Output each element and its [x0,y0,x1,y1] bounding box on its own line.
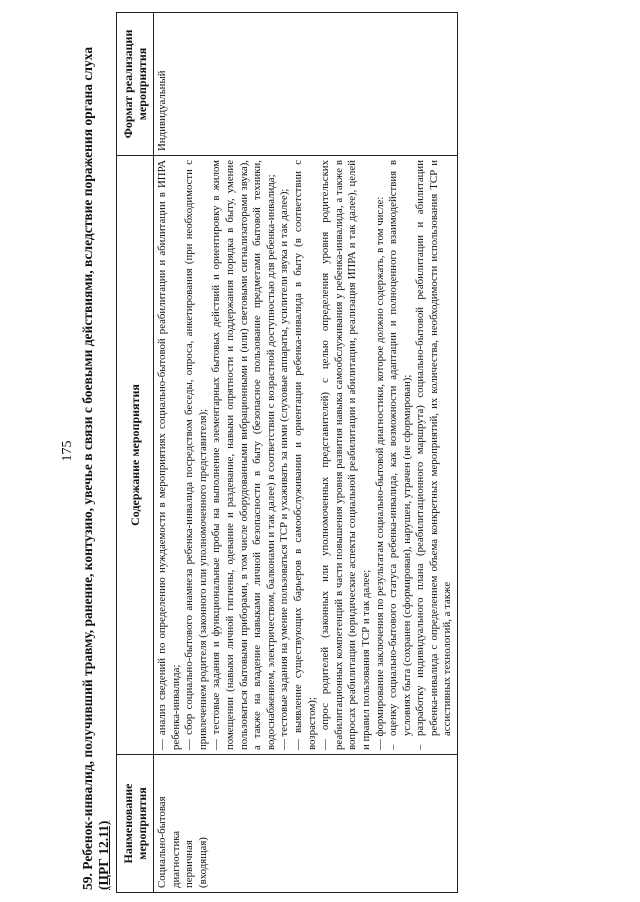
content-paragraph [414,160,455,750]
header-content: Содержание мероприятия [117,156,154,755]
dash-marker: – [387,744,400,750]
dash-marker: – [414,744,427,750]
content-paragraph-text: разработку индивидуального плана (реабилитационного маршрута) социально-бытовой реабилитации и абилитации ребенка-инвалида с определением объема конкретных мероприятий, их количества, необходимости использования ТСР и ассистивных технологий, а также [414,160,454,736]
activity-content-cell [154,156,458,755]
page-number: 175 [60,440,75,462]
section-heading-text: 59. Ребенок-инвалид, получивший травму, ранение, контузию, увечье в связи с боевыми действиями, вследствие поражения органа слуха [80,46,95,890]
content-paragraph: — анализ сведений по определению нуждаемости в мероприятиях социально-бытовой реабилитации и абилитации в ИПРА ребенка-инвалида; [156,160,182,750]
table-header-row [117,13,154,893]
activity-name-cell [154,755,458,893]
content-paragraph: — сбор социально-бытового анамнеза ребенка-инвалида посредством беседы, опроса, анкетирования (при необходимости с привлечением родителя (законного или уполномоченного представителя); [183,160,209,750]
content-paragraph: — формирование заключения по результатам социально-бытовой диагностики, которое должно содержать, в том числе: [373,196,386,750]
activity-name-line: диагностика [169,830,182,888]
content-paragraph: — тестовые задания и функциональные пробы на выполнение элементарных бытовых действий и ориентировку в жилом помещении (навыки личной гигиены, одевание и раздевание, навыки опрятности и поддержания порядка в быту, умение пользоваться бытовыми приборами, в том числе оборудованными вибрационными и (или) световыми сигнализаторами звука), а также на владение навыками личной безопасности в быту (безопасное пользование предметами бытовой техники, водоснабжением, электричеством, балконами и так далее) в соответствии с возрастной доступностью для ребенка-инвалида; [210,160,277,750]
content-paragraph: — опрос родителей (законных или уполномоченных представителей) с целью определения уровня родительских реабилитационных компетенций в части повышения уровня развития навыка самообслуживания у ребенка-инвалида, а также в вопросах реабилитации (юридические аспекты социальной реабилитации и абилитации, реализация ИПРА и так далее), целей и правил пользования ТСР и так далее; [319,160,372,750]
activity-name-line: Социально-бытовая [156,796,168,888]
section-heading [80,20,112,890]
content-paragraph [387,160,414,750]
activity-format-cell: Индивидуальный [154,13,458,156]
content-paragraph: — тестовые задания на умение пользоваться ТСР и ухаживать за ними (слуховые аппараты, усилители звука и так далее); [278,188,291,750]
header-format: Формат реализации мероприятия [117,13,154,156]
section-code: (ЦРГ 12.11) [96,820,111,890]
activity-name-line: (входящая) [196,837,209,888]
content-paragraph-text: оценку социально-бытового статуса ребенка-инвалида, как возможности адаптации и полноценного взаимодействия в условиях быта (сохранен (сформирован), нарушен, утрачен (не сформирован); [387,160,413,736]
activity-name-line: первичная [183,840,196,888]
activities-table [116,12,458,893]
header-name: Наименование мероприятия [117,755,154,893]
table-row [154,13,458,893]
content-paragraph: — выявление существующих барьеров в самообслуживании и ориентации ребенка-инвалида в быту (в соответствии с возрастом); [291,160,318,750]
